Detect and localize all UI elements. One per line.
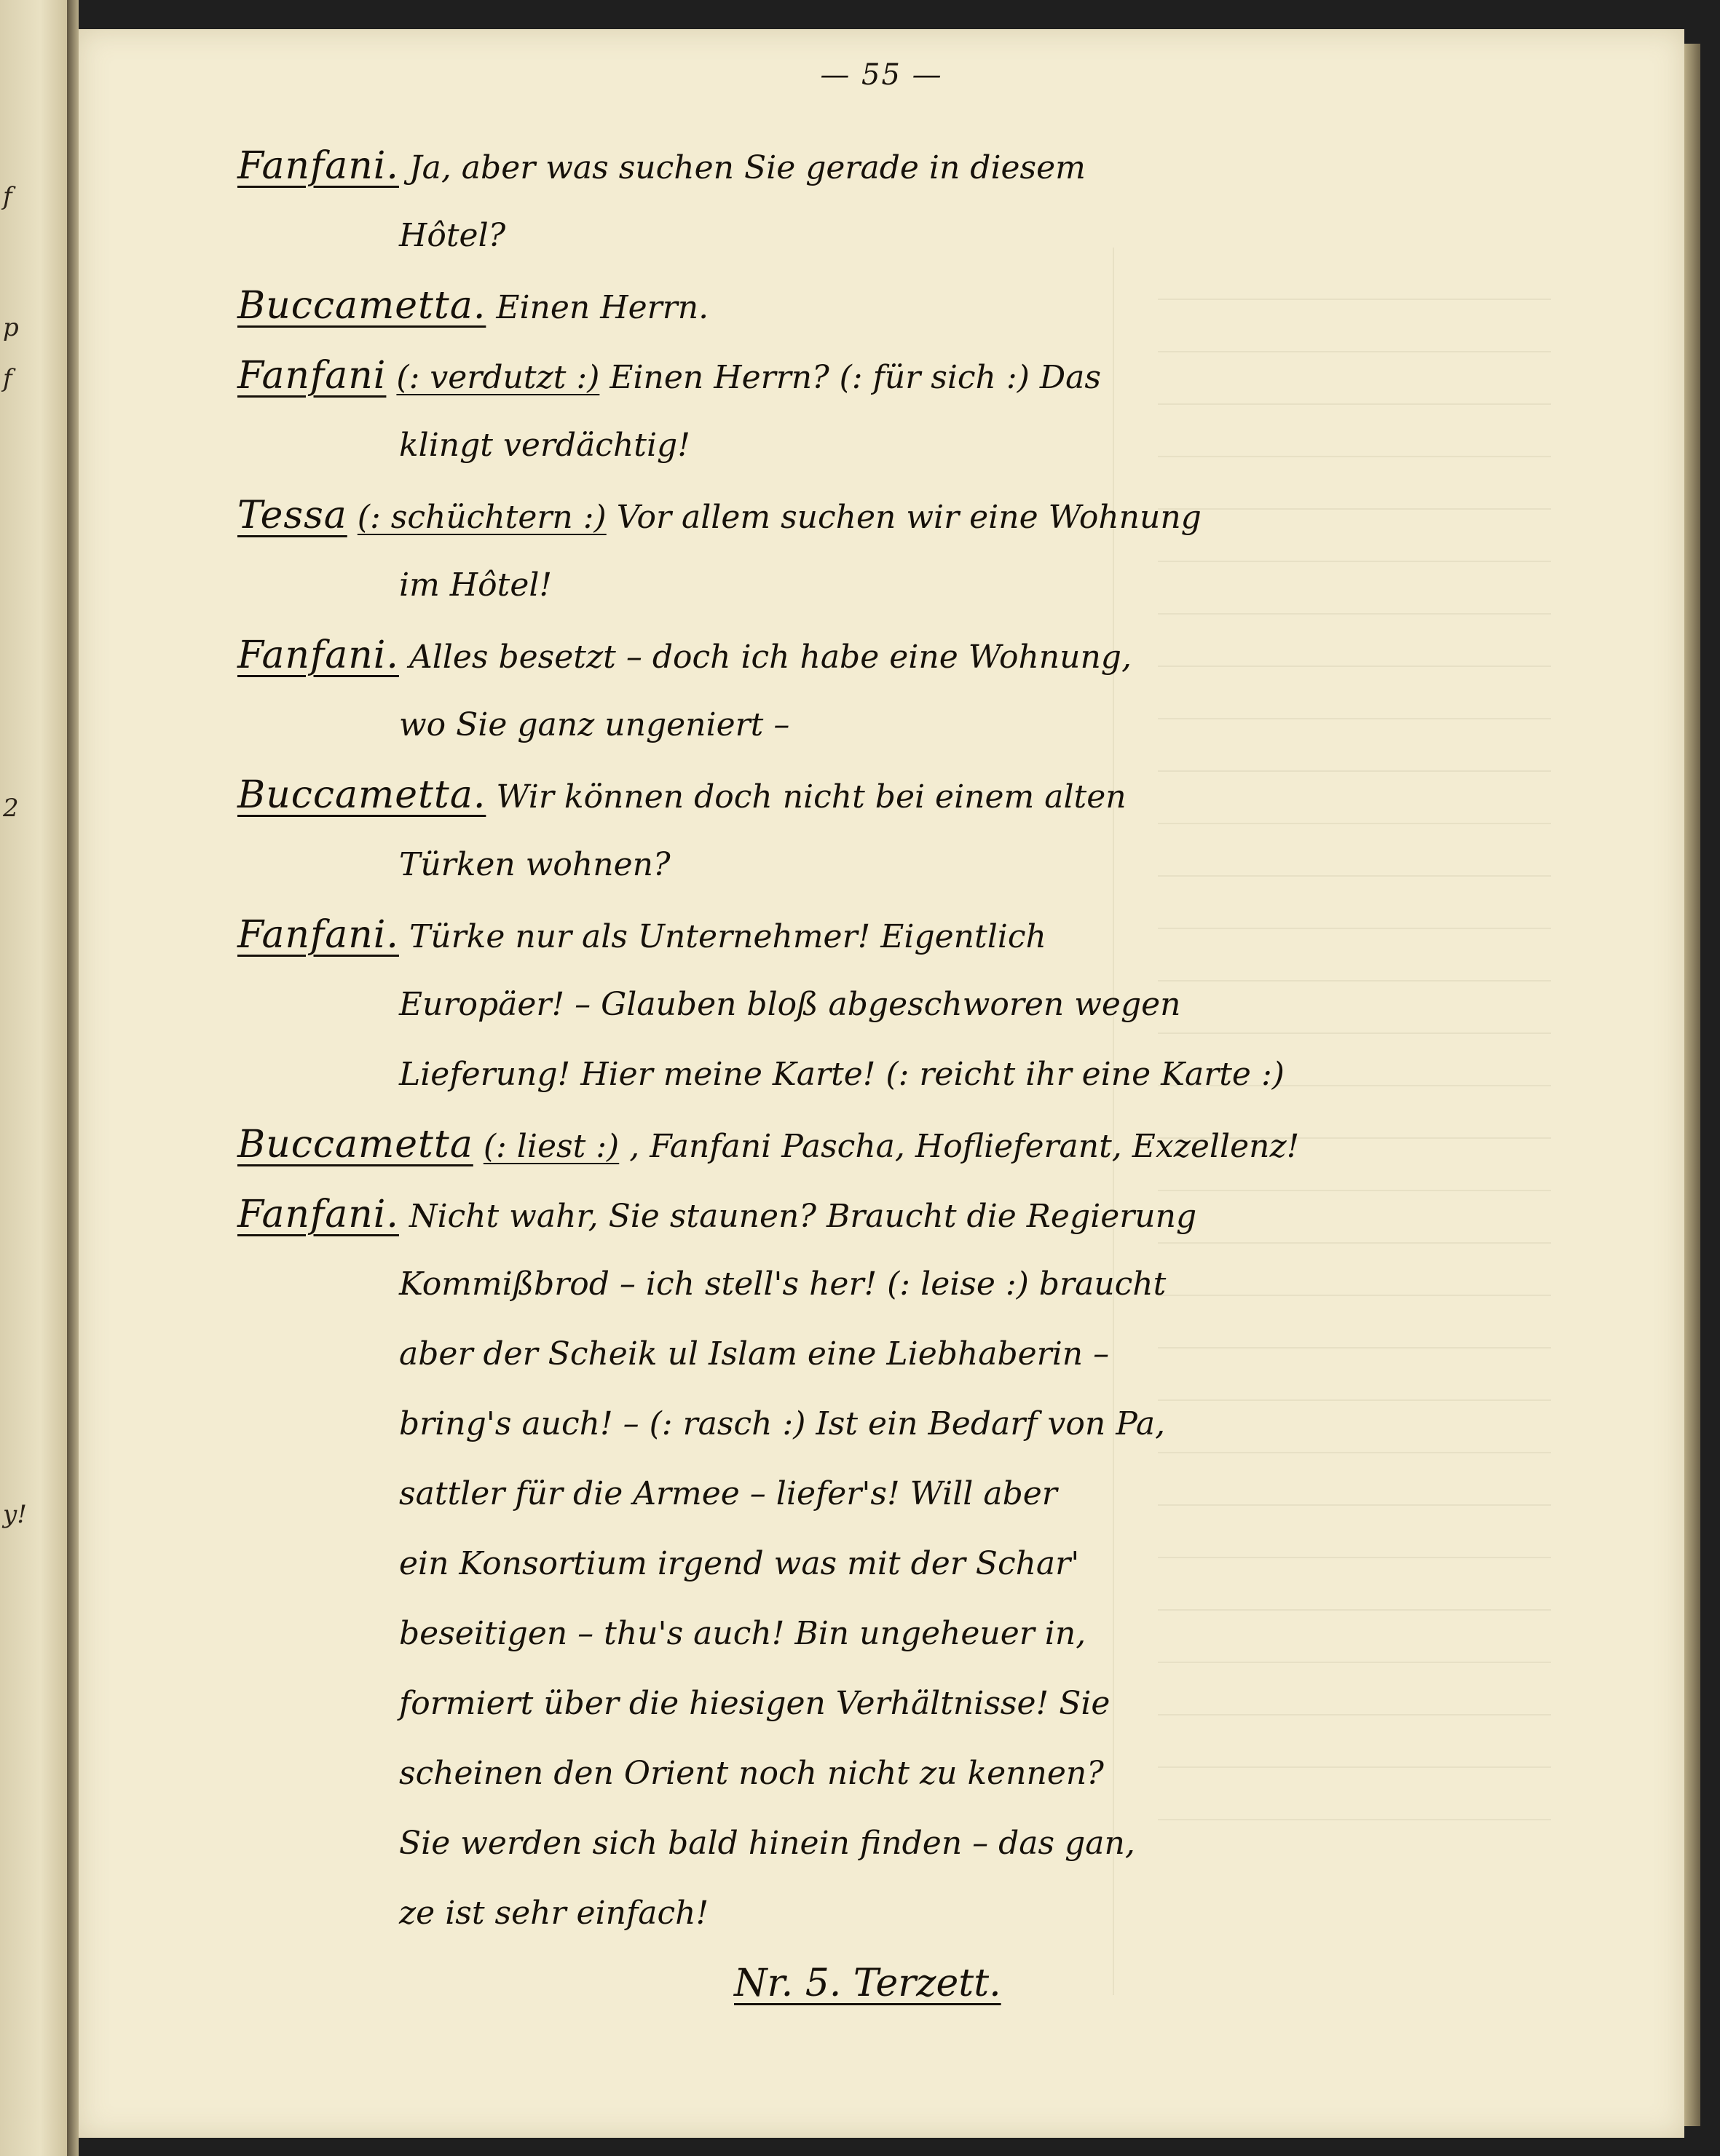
line-text: Türke nur als Unternehmer! Eigentlich: [409, 918, 1046, 955]
continuation-line: [79, 970, 1684, 1040]
speaker-name: Buccametta.: [237, 284, 486, 328]
line-text: Einen Herrn.: [496, 289, 709, 326]
line-text: Einen Herrn? (: für sich :) Das: [610, 359, 1101, 396]
line-text: formiert über die hiesigen Verhältnisse! Sie: [399, 1685, 1110, 1722]
speaker-name: Buccametta: [237, 1123, 473, 1166]
speaker-name: Fanfani: [237, 354, 387, 398]
dialogue-line: [79, 900, 1684, 970]
dialogue-line: [79, 341, 1684, 411]
line-text: Kommißbrod – ich stell's her! (: leise :) braucht: [399, 1265, 1167, 1303]
continuation-line: [79, 1599, 1684, 1669]
speaker-name: Fanfani.: [237, 913, 399, 957]
speaker-name: Fanfani.: [237, 633, 399, 677]
continuation-line: [79, 411, 1684, 481]
bleed-mark: f: [3, 364, 12, 393]
line-text: im Hôtel!: [399, 566, 553, 604]
dialogue-line: [79, 131, 1684, 201]
dialogue-line: [79, 271, 1684, 341]
stage-direction: (: verdutzt :): [396, 359, 600, 396]
speaker-name: Fanfani.: [237, 144, 399, 188]
continuation-line: [79, 1739, 1684, 1809]
script-text: [79, 131, 1684, 2018]
bleed-mark: 2: [3, 794, 19, 823]
line-text: Ja, aber was suchen Sie gerade in diesem: [409, 149, 1086, 186]
dialogue-line: [79, 620, 1684, 690]
book-gutter: [67, 0, 79, 2156]
bleed-mark: y!: [3, 1500, 27, 1529]
line-text: , Fanfani Pascha, Hoflieferant, Exzellenz!: [629, 1128, 1300, 1165]
continuation-line: [79, 1529, 1684, 1599]
line-text: Hôtel?: [399, 217, 506, 254]
continuation-line: [79, 550, 1684, 620]
continuation-line: [79, 1459, 1684, 1529]
line-text: beseitigen – thu's auch! Bin ungeheuer in,: [399, 1615, 1086, 1652]
continuation-line: [79, 1319, 1684, 1389]
bleed-mark: f: [3, 182, 12, 211]
continuation-line: [79, 690, 1684, 760]
line-text: klingt verdächtig!: [399, 427, 690, 464]
line-text: Lieferung! Hier meine Karte! (: reicht ihr eine Karte :): [399, 1056, 1285, 1093]
dialogue-line: [79, 1110, 1684, 1180]
dialogue-line: [79, 760, 1684, 830]
line-text: Türken wohnen?: [399, 846, 671, 883]
line-text: sattler für die Armee – liefer's! Will aber: [399, 1475, 1057, 1512]
continuation-line: [79, 1669, 1684, 1739]
continuation-line: [79, 1040, 1684, 1110]
speaker-name: Fanfani.: [237, 1193, 399, 1236]
line-text: ze ist sehr einfach!: [399, 1895, 709, 1932]
line-text: Nicht wahr, Sie staunen? Braucht die Regierung: [409, 1198, 1197, 1235]
line-text: Sie werden sich bald hinein finden – das gan,: [399, 1825, 1135, 1862]
page-number: — 55 —: [820, 58, 943, 92]
continuation-line: [79, 1389, 1684, 1459]
speaker-name: Buccametta.: [237, 773, 486, 817]
line-text: Europäer! – Glauben bloß abgeschworen wegen: [399, 986, 1181, 1023]
line-text: bring's auch! – (: rasch :) Ist ein Bedarf von Pa,: [399, 1405, 1166, 1442]
continuation-line: [79, 1809, 1684, 1879]
line-text: ein Konsortium irgend was mit der Schar': [399, 1545, 1080, 1582]
dialogue-line: [79, 481, 1684, 550]
line-text: wo Sie ganz ungeniert –: [399, 706, 790, 743]
section-heading-text: Nr. 5. Terzett.: [734, 1962, 1001, 2005]
section-heading: [79, 1948, 1684, 2018]
line-text: aber der Scheik ul Islam eine Liebhaberin –: [399, 1335, 1110, 1373]
line-text: Alles besetzt – doch ich habe eine Wohnung,: [409, 639, 1132, 676]
continuation-line: [79, 830, 1684, 900]
stage-direction: (: liest :): [483, 1128, 620, 1165]
dialogue-line: [79, 1180, 1684, 1249]
continuation-line: [79, 1879, 1684, 1948]
continuation-line: [79, 201, 1684, 271]
manuscript-page: [79, 29, 1684, 2138]
line-text: Wir können doch nicht bei einem alten: [496, 778, 1127, 816]
page-edge: [1684, 44, 1700, 2126]
line-text: Vor allem suchen wir eine Wohnung: [616, 499, 1202, 536]
stage-direction: (: schüchtern :): [357, 499, 607, 536]
line-text: scheinen den Orient noch nicht zu kennen?: [399, 1755, 1104, 1792]
bleed-mark: p: [3, 313, 19, 342]
continuation-line: [79, 1249, 1684, 1319]
previous-page-edge: [0, 0, 68, 2156]
speaker-name: Tessa: [237, 494, 347, 537]
